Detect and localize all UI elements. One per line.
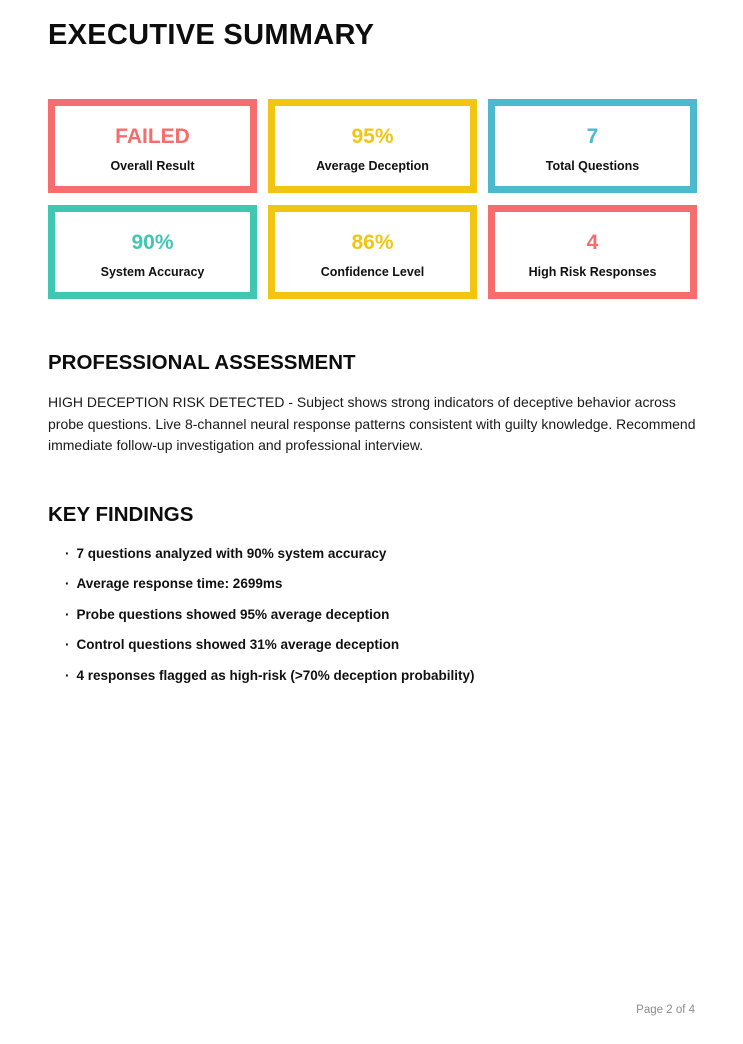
key-finding-item [48,668,697,683]
stat-value: 90% [131,230,174,254]
page-title: EXECUTIVE SUMMARY [48,19,375,51]
stat-card-average-deception [268,99,477,193]
key-finding-text: 4 responses flagged as high-risk (>70% deception probability) [76,667,475,683]
stat-card-overall-result [48,99,257,193]
key-finding-item [48,576,697,591]
key-finding-item [48,607,697,622]
stat-label: Confidence Level [320,264,425,279]
stat-card-total-questions [488,99,697,193]
key-finding-text: Probe questions showed 95% average deception [76,606,390,622]
stat-value: 86% [351,230,394,254]
stat-card-high-risk-responses [488,205,697,299]
stat-value: 7 [586,124,599,148]
stat-label: Average Deception [316,158,429,173]
professional-assessment-heading: PROFESSIONAL ASSESSMENT [48,351,356,374]
stat-card-confidence-level [268,205,477,299]
stat-value: 4 [586,230,599,254]
bullet-icon: · [65,545,70,561]
stat-label: Overall Result [110,158,195,173]
key-finding-text: Average response time: 2699ms [76,576,283,591]
key-findings-list [48,546,697,683]
bullet-icon: · [65,637,70,652]
stat-label: High Risk Responses [528,264,657,279]
stat-value: FAILED [115,124,190,148]
summary-stat-grid [48,99,697,299]
page-number: Page 2 of 4 [636,1004,695,1016]
stat-card-system-accuracy [48,205,257,299]
bullet-icon: · [65,576,70,591]
stat-label: System Accuracy [100,264,205,279]
key-finding-text: 7 questions analyzed with 90% system accuracy [76,545,387,561]
bullet-icon: · [65,667,70,683]
stat-label: Total Questions [545,158,640,173]
stat-value: 95% [351,124,394,148]
key-findings-section [48,503,697,683]
bullet-icon: · [65,606,70,622]
professional-assessment-section [48,351,697,457]
professional-assessment-body: HIGH DECEPTION RISK DETECTED - Subject shows strong indicators of deceptive behavior across probe questions. Live 8-channel neural response patterns consistent with guilty knowledge. Recommend immediate follow-up investigation and professional interview. [48,394,696,453]
key-finding-text: Control questions showed 31% average deception [76,637,400,652]
key-findings-heading: KEY FINDINGS [48,502,194,526]
key-finding-item [48,546,697,561]
key-finding-item [48,637,697,652]
